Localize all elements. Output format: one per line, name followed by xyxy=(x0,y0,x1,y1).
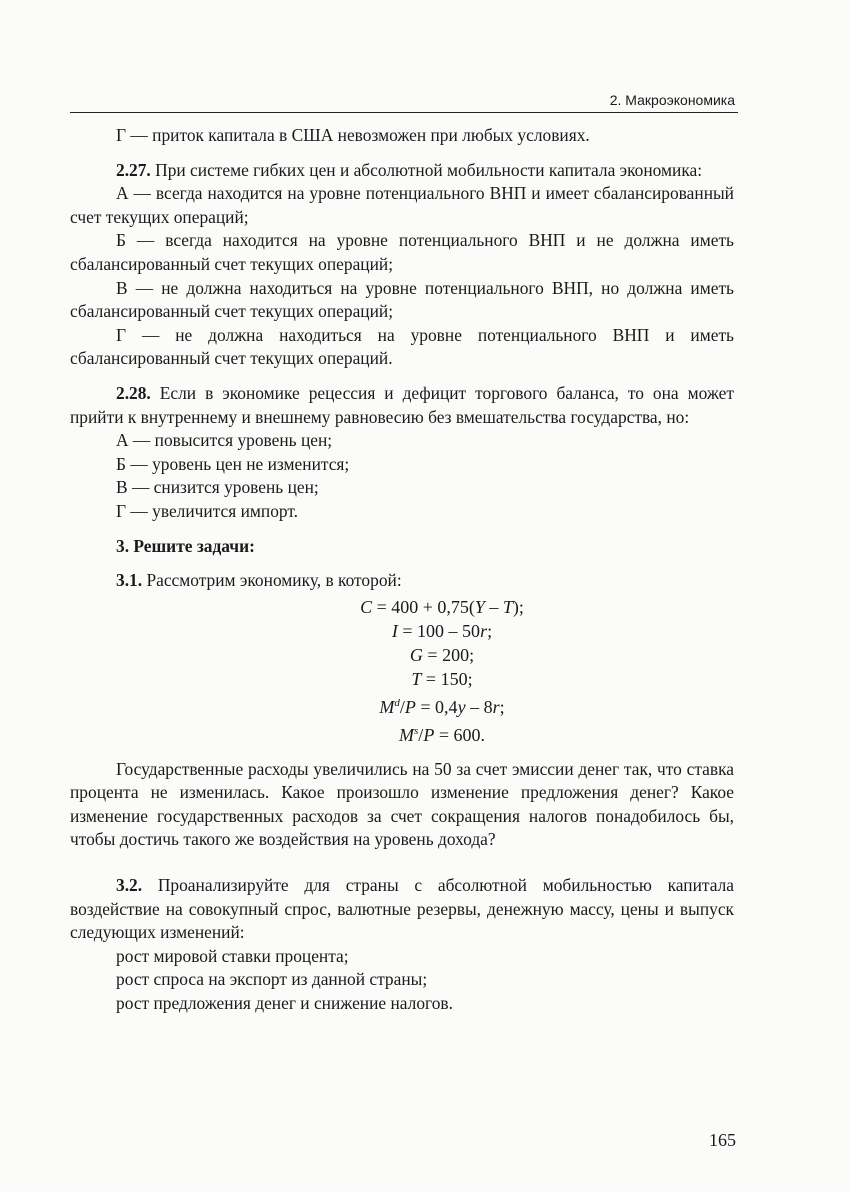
option-a: А — повысится уровень цен; xyxy=(116,430,333,451)
task-item: рост мировой ставки процента; xyxy=(116,945,349,966)
page-number: 165 xyxy=(709,1130,736,1150)
option-a: А — всегда находится на уровне потенциального ВНП и имеет сбалансированный счет текущих операций; xyxy=(70,183,734,227)
previous-option-g: Г — приток капитала в США невозможен при любых условиях. xyxy=(116,125,590,145)
formula-consumption: C = 400 + 0,75(Y – T); xyxy=(360,596,524,617)
option-g: Г — не должна находиться на уровне потенциального ВНП и иметь сбалансированный счет текущих операций. xyxy=(70,324,734,369)
task-3-2-intro xyxy=(70,874,734,945)
task-intro-text: Проанализируйте для страны с абсолютной мобильностью капитала воздействие на совокупный спрос, валютные резервы, денежную массу, цены и выпуск следующих изменений: xyxy=(70,875,734,943)
question-text: При системе гибких цен и абсолютной мобильности капитала экономика: xyxy=(150,159,703,180)
option-v: В — снизится уровень цен; xyxy=(116,477,319,498)
formula-government: G = 200; xyxy=(409,644,475,665)
task-3-1-intro xyxy=(70,569,734,593)
task-intro-text: Рассмотрим экономику, в которой: xyxy=(142,570,402,591)
running-header: 2. Макроэкономика xyxy=(609,92,735,108)
task-3-1-question: Государственные расходы увеличились на 50 за счет эмиссии денег так, что ставка процента не изменилась. Какое произошло изменение предложения денег? Какое изменение государственных расходов за счет сокращения налогов понадобилось бы, чтобы достичь такого же воздействия на уровень дохода? xyxy=(70,758,734,850)
question-text: Если в экономике рецессия и дефицит торгового баланса, то она может прийти к внутреннему и внешнему равновесию без вмешательства государства, но: xyxy=(70,382,734,427)
formula-block xyxy=(70,595,734,747)
question-2-27 xyxy=(70,159,734,183)
header-rule xyxy=(70,112,738,113)
task-item: рост спроса на экспорт из данной страны; xyxy=(116,969,428,990)
question-2-28 xyxy=(70,382,734,429)
question-number: 2.28. xyxy=(116,382,151,403)
option-b: Б — всегда находится на уровне потенциального ВНП и не должна иметь сбалансированный счет текущих операций; xyxy=(70,230,734,274)
section-3-title: 3. Решите задачи: xyxy=(116,535,255,556)
task-item: рост предложения денег и снижение налогов. xyxy=(116,993,453,1014)
option-b: Б — уровень цен не изменится; xyxy=(116,453,350,474)
task-number: 3.2. xyxy=(116,875,143,896)
page-body xyxy=(70,124,734,1016)
task-number: 3.1. xyxy=(116,570,143,591)
formula-money-supply: $M^s/P = 600$. xyxy=(399,724,485,745)
option-v: В — не должна находиться на уровне потенциального ВНП, но должна иметь сбалансированный счет текущих операций; xyxy=(70,277,734,322)
formula-taxes: T = 150; xyxy=(411,668,473,689)
formula-investment: I = 100 – 50r; xyxy=(391,620,493,641)
formula-money-demand: $M^d/P = 0,4y - 8r$; xyxy=(379,696,505,717)
option-g: Г — увеличится импорт. xyxy=(116,500,298,521)
question-number: 2.27. xyxy=(116,159,151,180)
